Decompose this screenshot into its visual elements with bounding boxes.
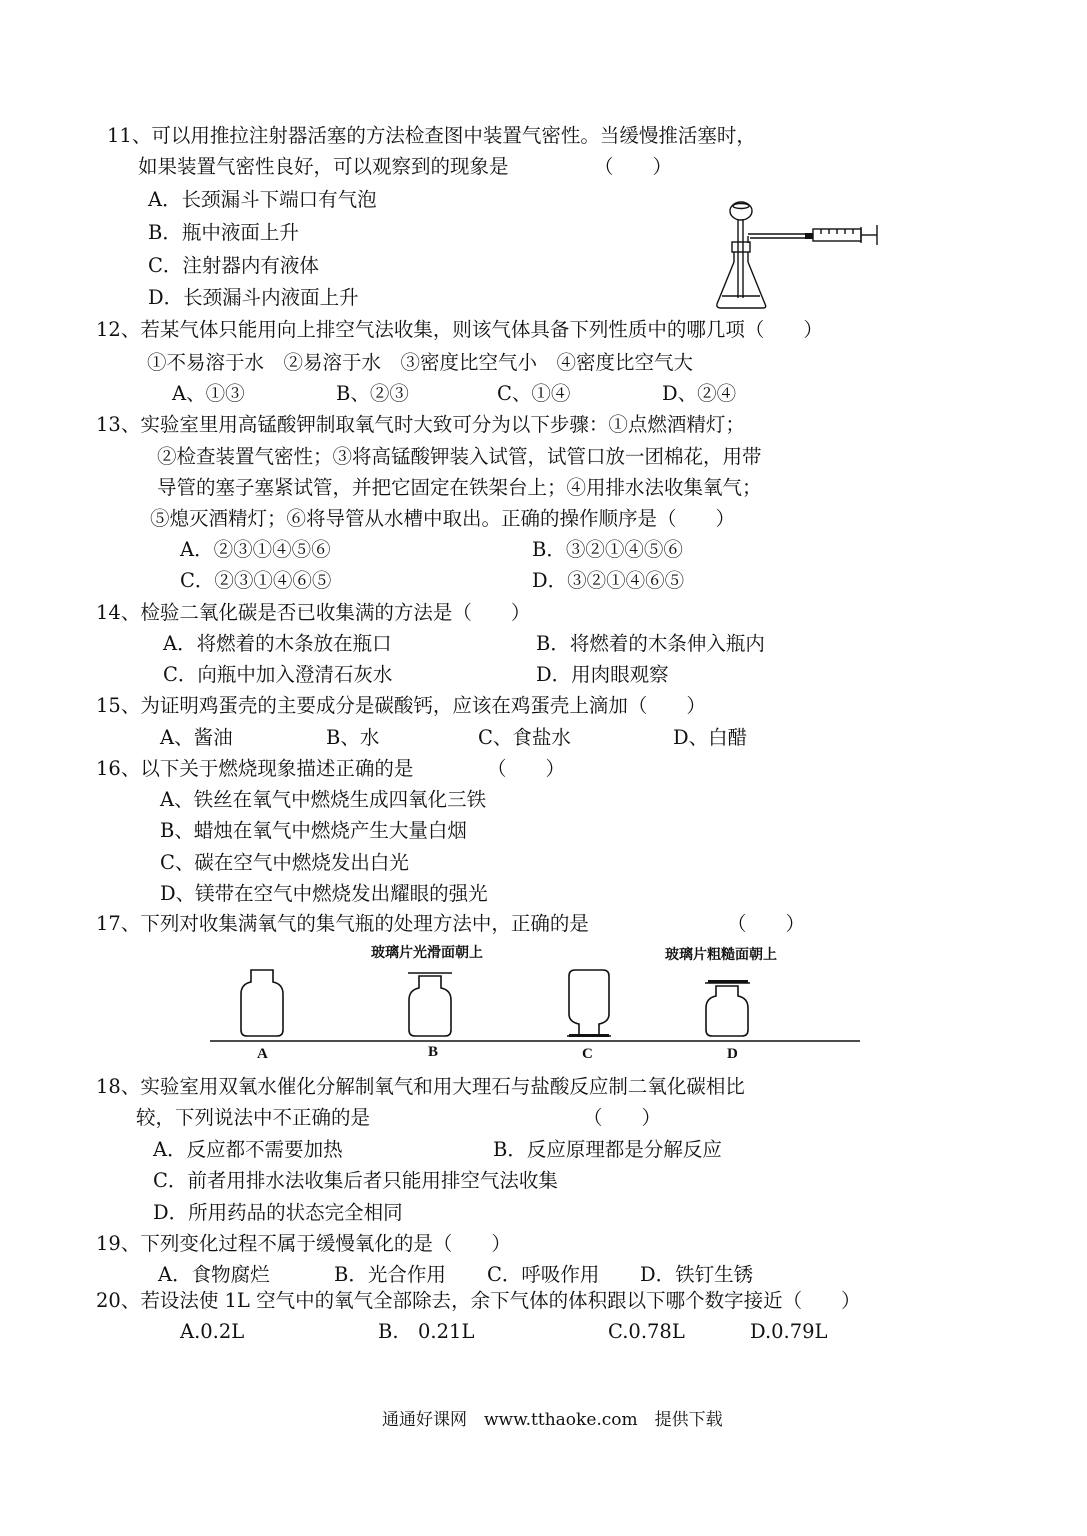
q16-option-c: C、碳在空气中燃烧发出白光	[160, 851, 409, 874]
q20-stem: 20、若设法使 1L 空气中的氧气全部除去，余下气体的体积跟以下哪个数字接近（ ）	[96, 1289, 861, 1312]
q15-option-d: D、白醋	[673, 726, 748, 749]
gas-bottles-figure	[205, 962, 865, 1048]
q14-stem: 14、检验二氧化碳是否已收集满的方法是（ ）	[96, 601, 531, 624]
q18-stem-line1: 18、实验室用双氧水催化分解制氧气和用大理石与盐酸反应制二氧化碳相比	[96, 1075, 745, 1098]
q11-option-c: C．注射器内有液体	[148, 254, 319, 277]
q14-option-a: A．将燃着的木条放在瓶口	[163, 632, 392, 655]
q16-option-d: D、镁带在空气中燃烧发出耀眼的强光	[160, 882, 488, 905]
q11-stem-line1: 11、可以用推拉注射器活塞的方法检查图中装置气密性。当缓慢推活塞时，	[107, 124, 756, 147]
q16-answer-paren: （ ）	[487, 757, 566, 780]
q20-option-b: B. 0.21L	[378, 1320, 475, 1343]
q11-option-a: A．长颈漏斗下端口有气泡	[148, 188, 377, 211]
q13-option-a: A．②③①④⑤⑥	[180, 538, 331, 561]
q14-option-c: C．向瓶中加入澄清石灰水	[163, 663, 393, 686]
q13-stem-line4: ⑤熄灭酒精灯；⑥将导管从水槽中取出。正确的操作顺序是（ ）	[150, 507, 736, 530]
q11-option-b: B．瓶中液面上升	[148, 221, 299, 244]
q17-answer-paren: （ ）	[727, 912, 806, 935]
bottle-label-d: D	[727, 1046, 738, 1062]
q15-option-a: A、酱油	[160, 726, 233, 749]
caption-smooth-side-up: 玻璃片光滑面朝上	[371, 945, 483, 961]
footer-source: 通通好课网 www.tthaoke.com 提供下载	[382, 1410, 723, 1430]
q12-option-b: B、②③	[336, 382, 409, 405]
q15-option-b: B、水	[326, 726, 380, 749]
q11-option-d: D．长颈漏斗内液面上升	[148, 286, 359, 309]
q18-option-b: B．反应原理都是分解反应	[493, 1138, 722, 1161]
q15-stem: 15、为证明鸡蛋壳的主要成分是碳酸钙，应该在鸡蛋壳上滴加（ ）	[96, 694, 706, 717]
bottle-label-a: A	[257, 1046, 268, 1062]
q12-properties: ①不易溶于水 ②易溶于水 ③密度比空气小 ④密度比空气大	[147, 351, 694, 374]
caption-rough-side-up: 玻璃片粗糙面朝上	[665, 947, 777, 963]
q17-stem: 17、下列对收集满氧气的集气瓶的处理方法中，正确的是	[96, 912, 589, 935]
bottle-label-c: C	[582, 1046, 593, 1062]
q16-stem: 16、以下关于燃烧现象描述正确的是	[96, 757, 414, 780]
q19-option-c: C．呼吸作用	[487, 1263, 600, 1286]
q19-stem: 19、下列变化过程不属于缓慢氧化的是（ ）	[96, 1232, 511, 1255]
q12-option-d: D、②④	[662, 382, 737, 405]
q14-option-b: B．将燃着的木条伸入瓶内	[536, 632, 765, 655]
q13-option-b: B．③②①④⑤⑥	[532, 538, 683, 561]
q13-stem-line2: ②检查装置气密性；③将高锰酸钾装入试管，试管口放一团棉花，用带	[157, 445, 762, 468]
q13-stem-line3: 导管的塞子塞紧试管，并把它固定在铁架台上；④用排水法收集氧气；	[157, 476, 762, 499]
q13-option-c: C．②③①④⑥⑤	[180, 569, 332, 592]
q19-option-a: A．食物腐烂	[158, 1263, 270, 1286]
q12-option-c: C、①④	[497, 382, 571, 405]
q11-answer-paren: （ ）	[594, 155, 673, 178]
q14-option-d: D．用肉眼观察	[536, 663, 669, 686]
q20-option-d: D.0.79L	[750, 1320, 828, 1343]
q19-option-d: D．铁钉生锈	[640, 1263, 754, 1286]
q18-option-c: C．前者用排水法收集后者只能用排空气法收集	[153, 1169, 558, 1192]
q12-option-a: A、①③	[172, 382, 245, 405]
q12-stem: 12、若某气体只能用向上排空气法收集，则该气体具备下列性质中的哪几项（ ）	[96, 318, 823, 341]
bottle-label-b: B	[428, 1044, 439, 1060]
apparatus-figure	[705, 196, 890, 312]
q18-stem-line2: 较，下列说法中不正确的是	[136, 1106, 371, 1129]
q13-option-d: D．③②①④⑥⑤	[532, 569, 685, 592]
q19-option-b: B．光合作用	[334, 1263, 446, 1286]
q13-stem-line1: 13、实验室里用高锰酸钾制取氧气时大致可分为以下步骤：①点燃酒精灯；	[96, 413, 745, 436]
q18-answer-paren: （ ）	[583, 1106, 662, 1129]
q16-option-a: A、铁丝在氧气中燃烧生成四氧化三铁	[160, 788, 487, 811]
q11-stem-line2: 如果装置气密性良好，可以观察到的现象是	[138, 155, 509, 178]
q15-option-c: C、食盐水	[478, 726, 571, 749]
q16-option-b: B、蜡烛在氧气中燃烧产生大量白烟	[160, 819, 467, 842]
q20-option-c: C.0.78L	[608, 1320, 685, 1343]
q20-option-a: A.0.2L	[180, 1320, 245, 1343]
q18-option-d: D．所用药品的状态完全相同	[153, 1201, 403, 1224]
q18-option-a: A．反应都不需要加热	[153, 1138, 343, 1161]
